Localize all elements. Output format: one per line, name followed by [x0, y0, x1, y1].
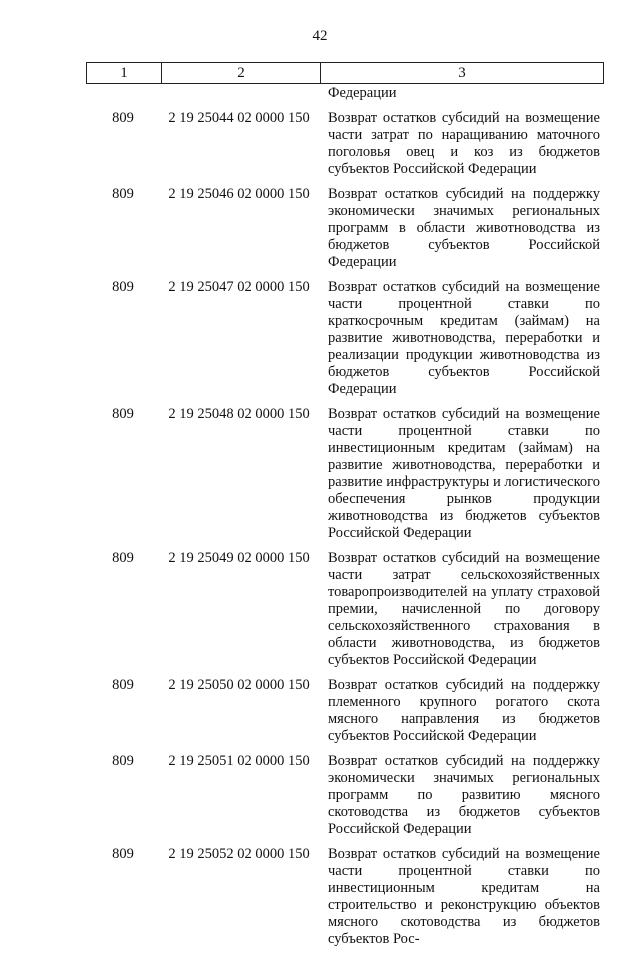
budget-code: 2 19 25047 02 0000 150 [168, 279, 310, 295]
admin-code: 809 [112, 279, 134, 295]
header-col-1: 1 [87, 63, 162, 84]
header-col-3: 3 [321, 63, 604, 84]
admin-code: 809 [112, 846, 134, 862]
budget-code: 2 19 25050 02 0000 150 [168, 677, 310, 693]
table-row [86, 406, 600, 542]
table-row [86, 550, 600, 669]
table-row [86, 846, 600, 948]
description: Возврат остатков субсидий на возмещение части затрат сельскохозяйственных товаропроизводителей на уплату страховой премии, начисленной по договору сельскохозяйственного страхования в области животноводства, из бюджетов субъектов Российской Федерации [328, 550, 600, 668]
description: Возврат остатков субсидий на поддержку племенного крупного рогатого скота мясного направления из бюджетов субъектов Российской Федерации [328, 677, 600, 744]
admin-code: 809 [112, 753, 134, 769]
description: Возврат остатков субсидий на возмещение части затрат по наращиванию маточного поголовья овец и коз из бюджетов субъектов Российской Федерации [328, 110, 600, 177]
admin-code: 809 [112, 550, 134, 566]
description: Возврат остатков субсидий на возмещение части процентной ставки по инвестиционным кредитам на строительство и реконструкцию объектов мясного скотоводства из бюджетов субъектов Рос- [328, 846, 600, 947]
continuation-row [86, 85, 600, 102]
description: Возврат остатков субсидий на поддержку экономически значимых региональных программ в области животноводства из бюджетов субъектов Российской Федерации [328, 186, 600, 270]
table-row [86, 279, 600, 398]
admin-code: 809 [112, 186, 134, 202]
admin-code: 809 [112, 406, 134, 422]
description: Возврат остатков субсидий на возмещение части процентной ставки по краткосрочным кредитам (займам) на развитие животноводства, переработки и реализации продукции животноводства из бюджетов субъектов Российской Федерации [328, 279, 600, 397]
budget-code: 2 19 25046 02 0000 150 [168, 186, 310, 202]
budget-code: 2 19 25051 02 0000 150 [168, 753, 310, 769]
admin-code: 809 [112, 110, 134, 126]
header-row [87, 63, 604, 84]
description: Возврат остатков субсидий на поддержку экономически значимых региональных программ по развитию мясного скотоводства из бюджетов субъектов Российской Федерации [328, 753, 600, 837]
budget-code: 2 19 25048 02 0000 150 [168, 406, 310, 422]
admin-code: 809 [112, 677, 134, 693]
page-number: 42 [312, 28, 328, 44]
table-row [86, 753, 600, 838]
continuation-text: Федерации [328, 85, 397, 101]
budget-code: 2 19 25044 02 0000 150 [168, 110, 310, 126]
table-row [86, 677, 600, 745]
table-row [86, 186, 600, 271]
table-body [86, 85, 600, 956]
table-header [86, 62, 604, 84]
header-col-2: 2 [162, 63, 321, 84]
budget-code: 2 19 25052 02 0000 150 [168, 846, 310, 862]
description: Возврат остатков субсидий на возмещение части процентной ставки по инвестиционным кредитам (займам) на развитие животноводства, переработки и развитие инфраструктуры и логистического обеспечения рынков продукции животноводства из бюджетов субъектов Российской Федерации [328, 406, 600, 541]
budget-code: 2 19 25049 02 0000 150 [168, 550, 310, 566]
table-row [86, 110, 600, 178]
